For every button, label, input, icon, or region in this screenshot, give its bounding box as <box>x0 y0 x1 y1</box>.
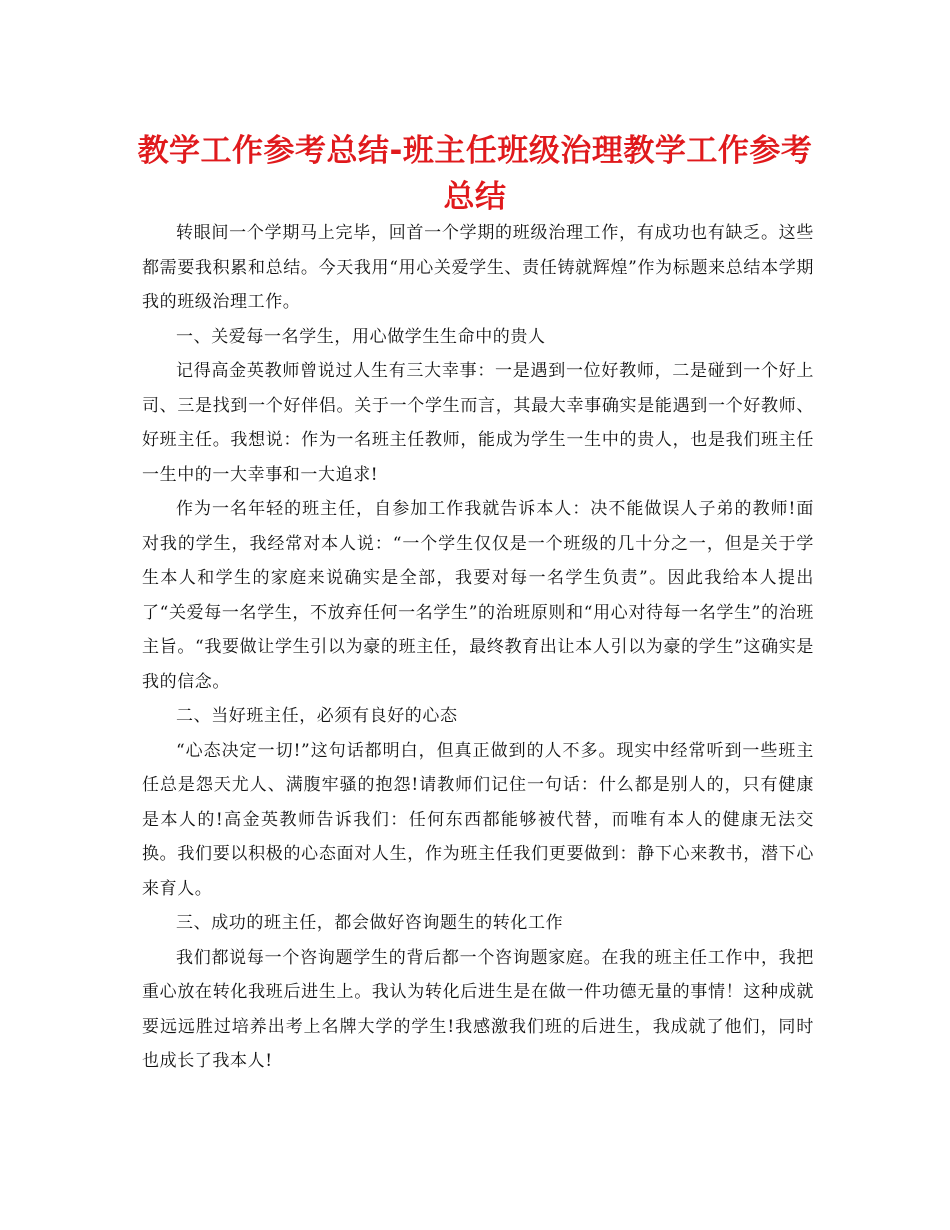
document-body <box>142 216 814 1079</box>
paragraph-section-2: “心态决定一切!”这句话都明白，但真正做到的人不多。现实中经常听到一些班主任总是怨天尤人、满腹牢骚的抱怨!请教师们记住一句话：什么都是别人的，只有健康是本人的!高金英教师告诉我们：任何东西都能够被代替，而唯有本人的健康无法交换。我们要以积极的心态面对人生，作为班主任我们更要做到：静下心来教书，潜下心来育人。 <box>142 740 814 899</box>
paragraph-section-3: 我们都说每一个咨询题学生的背后都一个咨询题家庭。在我的班主任工作中，我把重心放在转化我班后进生上。我认为转化后进生是在做一件功德无量的事情！这种成就要远远胜过培养出考上名牌大学的学生!我感激我们班的后进生，我成就了他们，同时也成长了我本人! <box>142 947 814 1071</box>
paragraph-section-1a: 记得高金英教师曾说过人生有三大幸事：一是遇到一位好教师，二是碰到一个好上司、三是找到一个好伴侣。关于一个学生而言，其最大幸事确实是能遇到一个好教师、好班主任。我想说：作为一名班主任教师，能成为学生一生中的贵人，也是我们班主任一生中的一大幸事和一大追求! <box>142 361 814 485</box>
document-title-line-2: 总结 <box>443 179 507 215</box>
paragraph-intro: 转眼间一个学期马上完毕，回首一个学期的班级治理工作，有成功也有缺乏。这些都需要我积累和总结。今天我用“用心关爱学生、责任铸就辉煌”作为标题来总结本学期我的班级治理工作。 <box>142 223 814 312</box>
paragraph-section-1b: 作为一名年轻的班主任，自参加工作我就告诉本人：决不能做误人子弟的教师!面对我的学生，我经常对本人说：“一个学生仅仅是一个班级的几十分之一，但是关于学生本人和学生的家庭来说确实是全部，我要对每一名学生负责”。因此我给本人提出了“关爱每一名学生，不放弃任何一名学生”的治班原则和“用心对待每一名学生”的治班主旨。“我要做让学生引以为豪的班主任，最终教育出让本人引以为豪的学生”这确实是我的信念。 <box>142 499 814 692</box>
section-heading-2: 二、当好班主任，必须有良好的心态 <box>176 706 458 726</box>
section-heading-3: 三、成功的班主任，都会做好咨询题生的转化工作 <box>176 913 564 933</box>
document-title-line-1: 教学工作参考总结-班主任班级治理教学工作参考 <box>137 133 813 169</box>
section-heading-1: 一、关爱每一名学生，用心做学生生命中的贵人 <box>176 326 546 347</box>
